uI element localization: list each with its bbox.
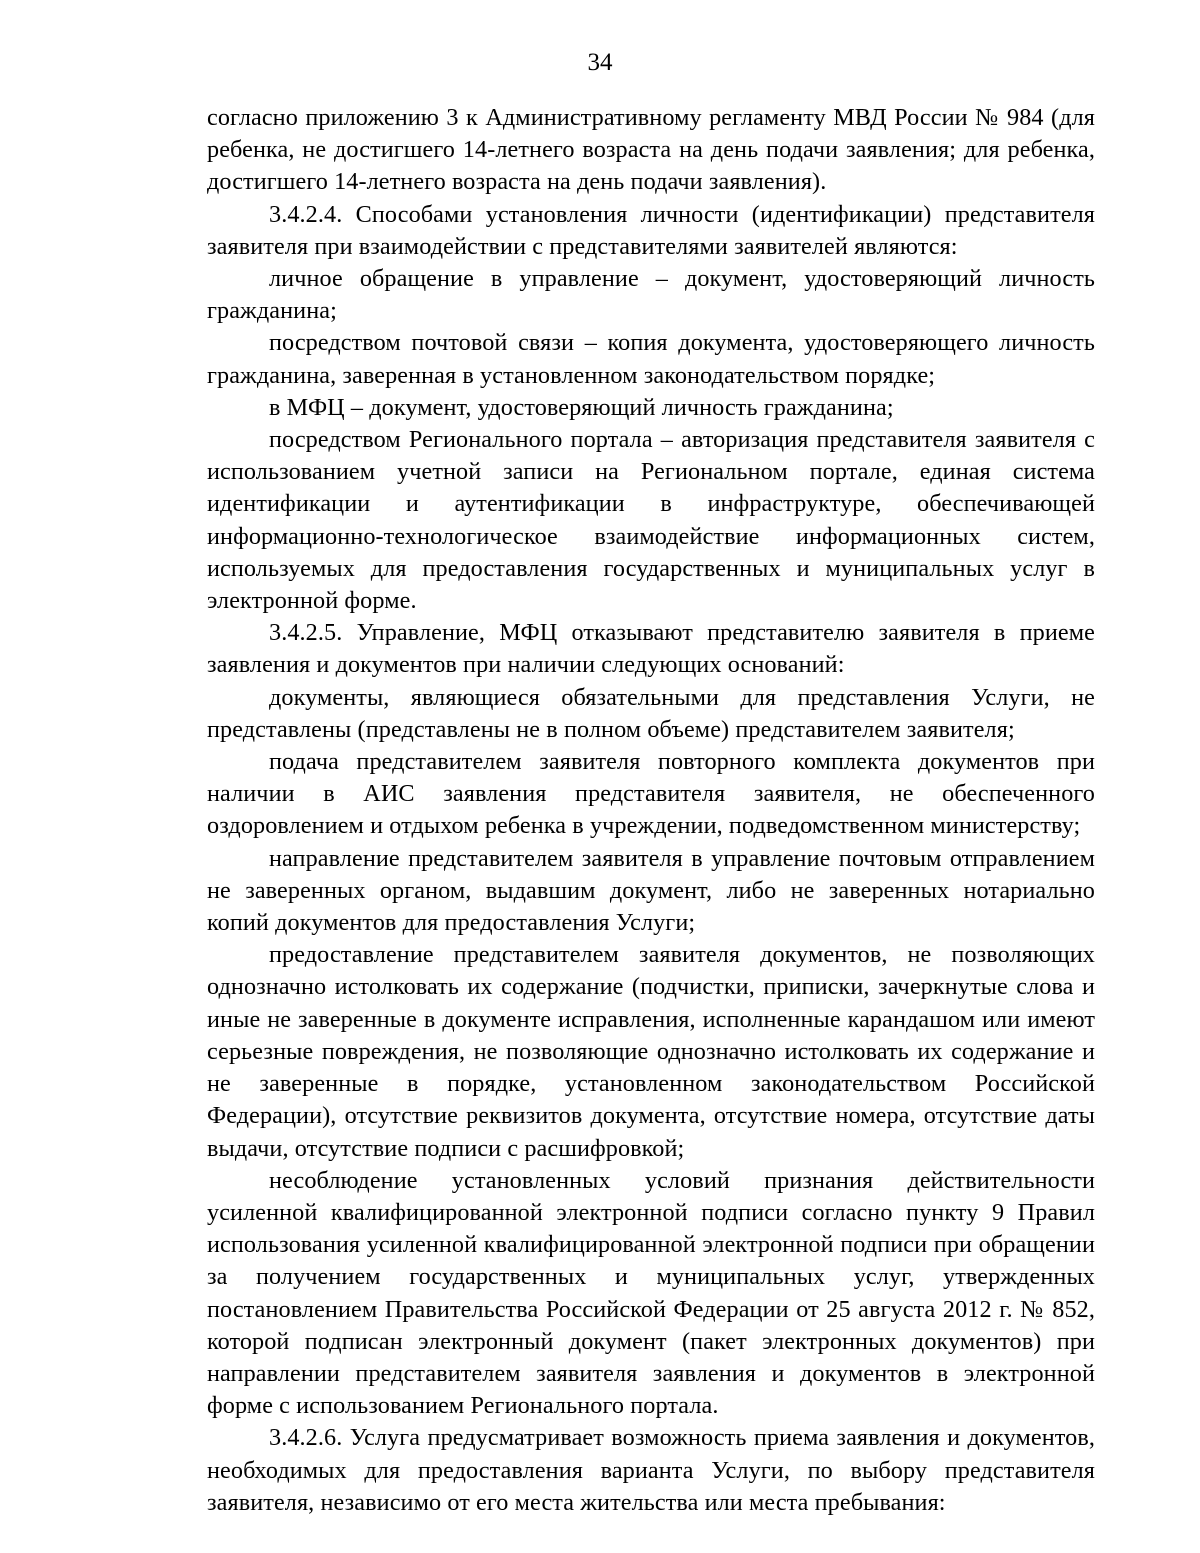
paragraph-3-4-2-4: 3.4.2.4. Способами установления личности (идентификации) представителя заявителя при взаимодействии с представителями заявителей являются: (207, 200, 1095, 260)
paragraph-missing-documents: документы, являющиеся обязательными для представления Услуги, не представлены (представлены не в полном объеме) представителем заявителя; (207, 683, 1095, 743)
paragraph-uncertified-copies: направление представителем заявителя в управление почтовым отправлением не заверенных органом, выдавшим документ, либо не заверенных нотариально копий документов для предоставления Услуги; (207, 844, 1095, 937)
page-number: 34 (587, 49, 613, 76)
paragraph-damaged-documents: предоставление представителем заявителя документов, не позволяющих однозначно истолковать их содержание (подчистки, приписки, зачеркнутые слова и иные не заверенные в документе исправления, исполненные карандашом или имеют серьезные повреждения, не позволяющие однозначно истолковать их содержание и не заверенные в порядке, установленном законодательством Российской Федерации), отсутствие реквизитов документа, отсутствие номера, отсутствие даты выдачи, отсутствие подписи с расшифровкой; (207, 941, 1095, 1162)
paragraph-continuation: согласно приложению 3 к Административному регламенту МВД России № 984 (для ребенка, не достигшего 14-летнего возраста на день подачи заявления; для ребенка, достигшего 14-летнего возраста на день подачи заявления). (207, 104, 1095, 196)
document-body (207, 102, 1095, 1519)
paragraph-mfc: в МФЦ – документ, удостоверяющий личность гражданина; (269, 393, 894, 421)
paragraph-repeat-submission: подача представителем заявителя повторного комплекта документов при наличии в АИС заявления представителя заявителя, не обеспеченного оздоровлением и отдыхом ребенка в учреждении, подведомственном министерству; (207, 748, 1095, 840)
paragraph-3-4-2-6: 3.4.2.6. Услуга предусматривает возможность приема заявления и документов, необходимых для предоставления варианта Услуги, по выбору представителя заявителя, независимо от его места жительства или места пребывания: (207, 1424, 1095, 1516)
paragraph-regional-portal: посредством Регионального портала – авторизация представителя заявителя с использованием учетной записи на Региональном портале, единая система идентификации и аутентификации в инфраструктуре, обеспечивающей информационно-технологическое взаимодействие информационных систем, используемых для предоставления государственных и муниципальных услуг в электронной форме. (207, 426, 1095, 615)
paragraph-signature-invalid: несоблюдение установленных условий признания действительности усиленной квалифицированной электронной подписи согласно пункту 9 Правил использования усиленной квалифицированной электронной подписи при обращении за получением государственных и муниципальных услуг, утвержденных постановлением Правительства Российской Федерации от 25 августа 2012 г. № 852, которой подписан электронный документ (пакет электронных документов) при направлении представителем заявителя заявления и документов в электронной форме с использованием Регионального портала. (207, 1166, 1095, 1420)
paragraph-3-4-2-5: 3.4.2.5. Управление, МФЦ отказывают представителю заявителя в приеме заявления и документов при наличии следующих оснований: (207, 619, 1095, 679)
paragraph-postal: посредством почтовой связи – копия документа, удостоверяющего личность гражданина, заверенная в установленном законодательством порядке; (207, 329, 1095, 389)
paragraph-personal-visit: личное обращение в управление – документ, удостоверяющий личность гражданина; (207, 265, 1095, 325)
